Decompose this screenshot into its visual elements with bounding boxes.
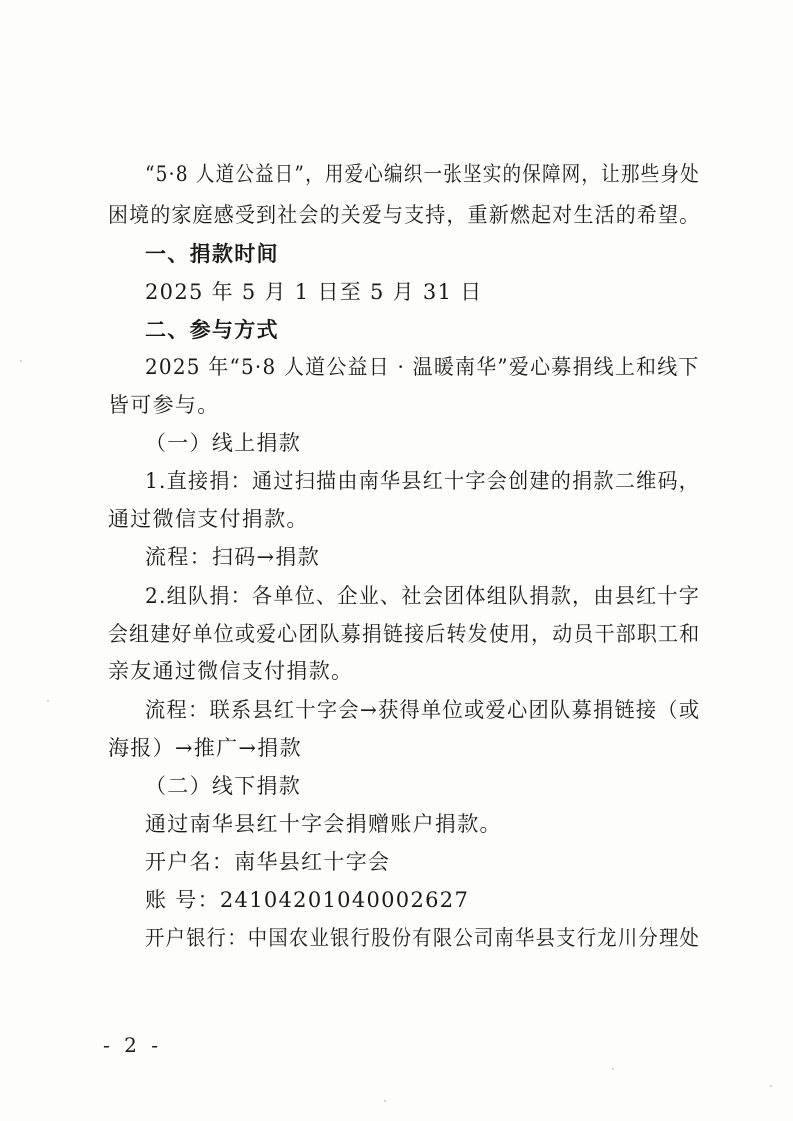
team-donation-flow-1: 流程：联系县红十字会→获得单位或爱心团队募捐链接（或 <box>145 698 701 722</box>
online-heading: （一）线上捐款 <box>145 431 302 455</box>
offline-intro: 通过南华县红十字会捐赠账户捐款。 <box>145 812 502 836</box>
scan-speck <box>47 700 49 702</box>
direct-donation-flow: 流程：扫码→捐款 <box>145 545 320 569</box>
direct-donation-line-1: 1.直接捐：通过扫描由南华县红十字会创建的捐款二维码， <box>145 469 701 493</box>
direct-donation-line-2: 通过微信支付捐款。 <box>108 507 309 531</box>
intro-line-2: 困境的家庭感受到社会的关爱与支持，重新燃起对生活的希望。 <box>108 203 701 227</box>
scan-speck <box>770 1085 772 1087</box>
donation-period: 2025 年 5 月 1 日至 5 月 31 日 <box>145 280 483 304</box>
account-number: 账 号：24104201040002627 <box>145 888 470 912</box>
team-donation-line-2: 会组建好单位或爱心团队募捐链接后转发使用，动员干部职工和 <box>108 622 701 646</box>
section-2-heading: 二、参与方式 <box>145 318 279 342</box>
scan-speck <box>20 360 22 362</box>
section-1-heading: 一、捐款时间 <box>145 242 279 266</box>
team-donation-flow-2: 海报）→推广→捐款 <box>108 736 302 760</box>
offline-heading: （二）线下捐款 <box>145 774 302 798</box>
participation-line-1: 2025 年“5·8 人道公益日 · 温暖南华”爱心募捐线上和线下 <box>145 355 700 379</box>
intro-line-1: “5·8 人道公益日”，用爱心编织一张坚实的保障网，让那些身处 <box>145 162 700 186</box>
team-donation-line-1: 2.组队捐：各单位、企业、社会团体组队捐款，由县红十字 <box>145 584 701 608</box>
page-number: - 2 - <box>103 1033 162 1057</box>
scan-speck <box>612 1068 614 1070</box>
account-name: 开户名：南华县红十字会 <box>145 850 391 874</box>
participation-line-2: 皆可参与。 <box>108 393 220 417</box>
team-donation-line-3: 亲友通过微信支付捐款。 <box>108 659 354 683</box>
scan-speck <box>384 1100 386 1102</box>
bank-name: 开户银行：中国农业银行股份有限公司南华县支行龙川分理处 <box>145 926 701 950</box>
